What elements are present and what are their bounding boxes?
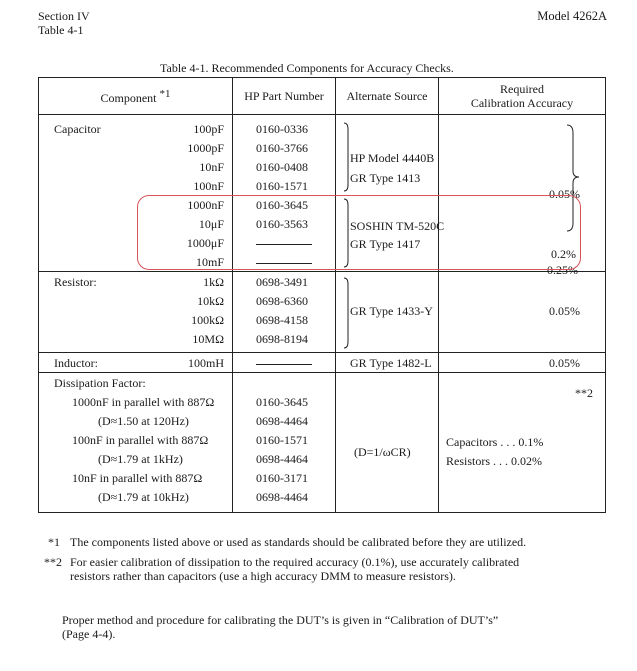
highlight-outline [137,195,581,270]
footnote-1-mark: *1 [48,535,60,549]
alt-source: (D=1/ωCR) [354,445,411,459]
part-number: 0160-3171 [256,471,308,485]
table-title: Table 4-1. Recommended Components for Accuracy Checks. [160,61,454,75]
resistor-row [39,272,606,353]
capacitor-value: 1000pF [187,141,224,155]
alt-source: GR Type 1482-L [350,356,432,370]
alt-source: HP Model 4440B [350,151,435,165]
accuracy-value: 0.05% [549,187,580,201]
inductor-alternate-cell [336,353,439,373]
resistor-value: 100kΩ [191,313,224,327]
part-number: 0160-3766 [256,141,308,155]
capacitor-value: 100nF [193,179,224,193]
part-number: 0698-8194 [256,332,308,346]
footnote-2-mark: **2 [44,555,62,569]
part-number: 0698-4464 [256,490,308,504]
capacitor-value: 100pF [193,122,224,136]
header-part-number: HP Part Number [233,78,336,115]
no-part-dash [256,356,312,371]
inductor-value: 100mH [188,356,224,370]
footnote-2 [44,555,519,583]
capacitor-label: Capacitor [54,122,101,136]
resistor-part-cell [233,272,336,353]
header-alternate: Alternate Source [336,78,439,115]
header-accuracy-l2: Calibration Accuracy [470,96,574,110]
dissipation-line: 10nF in parallel with 887Ω [72,471,203,485]
dissipation-line: 1000nF in parallel with 887Ω [72,395,215,409]
procedure-note-l1: Proper method and procedure for calibrating the DUT’s is given in “Calibration of DUT’s” [62,613,499,627]
footnote-2-text: resistors rather than capacitors (use a high accuracy DMM to measure resistors). [70,569,456,583]
inductor-part-cell [233,353,336,373]
dissipation-component-cell [39,373,233,513]
dissipation-line: (D≈1.50 at 120Hz) [98,414,189,428]
accuracy-value: 0.25% [547,263,578,277]
accuracy-resistors: Resistors . . . 0.02% [446,454,542,468]
capacitor-value: 1000μF [186,236,224,250]
header-component-note: *1 [159,88,171,100]
part-number: 0160-3645 [256,198,308,212]
resistor-value: 10kΩ [197,294,224,308]
footnote-2-text: For easier calibration of dissipation to the required accuracy (0.1%), use accurately calibrated [70,555,520,569]
header-component [39,78,233,115]
components-table [38,77,606,513]
section-label: Section IV [38,9,90,23]
part-number: 0698-4464 [256,452,308,466]
dissipation-line: (D≈1.79 at 10kHz) [98,490,189,504]
dissipation-accuracy-cell [439,373,606,513]
part-number: 0698-6360 [256,294,308,308]
header-component-label: Component [100,91,157,105]
dissipation-part-cell [233,373,336,513]
procedure-note-l2: (Page 4-4). [62,627,116,641]
header-accuracy [439,78,606,115]
accuracy-capacitors: Capacitors . . . 0.1% [446,435,544,449]
resistor-value: 10MΩ [192,332,224,346]
part-number: 0160-1571 [256,433,308,447]
table-header-row [39,78,606,115]
resistor-component-cell [39,272,233,353]
accuracy-value: 0.2% [551,247,576,261]
part-number: 0160-1571 [256,179,308,193]
inductor-accuracy-cell [439,353,606,373]
table-ref-label: Table 4-1 [38,23,84,37]
capacitor-value: 10mF [195,255,224,269]
accuracy-value: 0.05% [549,356,580,370]
inductor-component-cell [39,353,233,373]
section-header [38,9,90,37]
alt-source: GR Type 1417 [350,237,421,251]
resistor-label: Resistor: [54,275,97,289]
footnote-1-text: The components listed above or used as standards should be calibrated before they are utilized. [70,535,527,549]
capacitor-value: 1000nF [187,198,224,212]
procedure-note [62,613,498,641]
part-number: 0698-4464 [256,414,308,428]
dissipation-row [39,373,606,513]
part-number: 0160-3563 [256,217,308,231]
dissipation-alternate-cell [336,373,439,513]
part-number: 0160-0336 [256,122,308,136]
alt-source: SOSHIN TM-520C [350,219,445,233]
dissipation-label: Dissipation Factor: [54,376,146,390]
inductor-label: Inductor: [54,356,98,370]
inductor-row [39,353,606,373]
dissipation-line: (D≈1.79 at 1kHz) [98,452,183,466]
footnote-1 [48,535,526,549]
part-number: 0698-3491 [256,275,308,289]
part-number: 0698-4158 [256,313,308,327]
alt-source: GR Type 1413 [350,171,421,185]
model-label: Model 4262A [537,9,607,23]
part-number: 0160-3645 [256,395,308,409]
capacitor-value: 10nF [199,160,224,174]
header-accuracy-l1: Required [500,82,544,96]
accuracy-value: 0.05% [549,304,580,318]
alt-source: GR Type 1433-Y [350,304,433,318]
resistor-value: 1kΩ [203,275,224,289]
resistor-alternate-cell [336,272,439,353]
part-number: 0160-0408 [256,160,308,174]
capacitor-value: 10μF [198,217,224,231]
resistor-accuracy-cell [439,272,606,353]
dissipation-line: 100nF in parallel with 887Ω [72,433,209,447]
dissipation-note-mark: **2 [575,386,593,400]
